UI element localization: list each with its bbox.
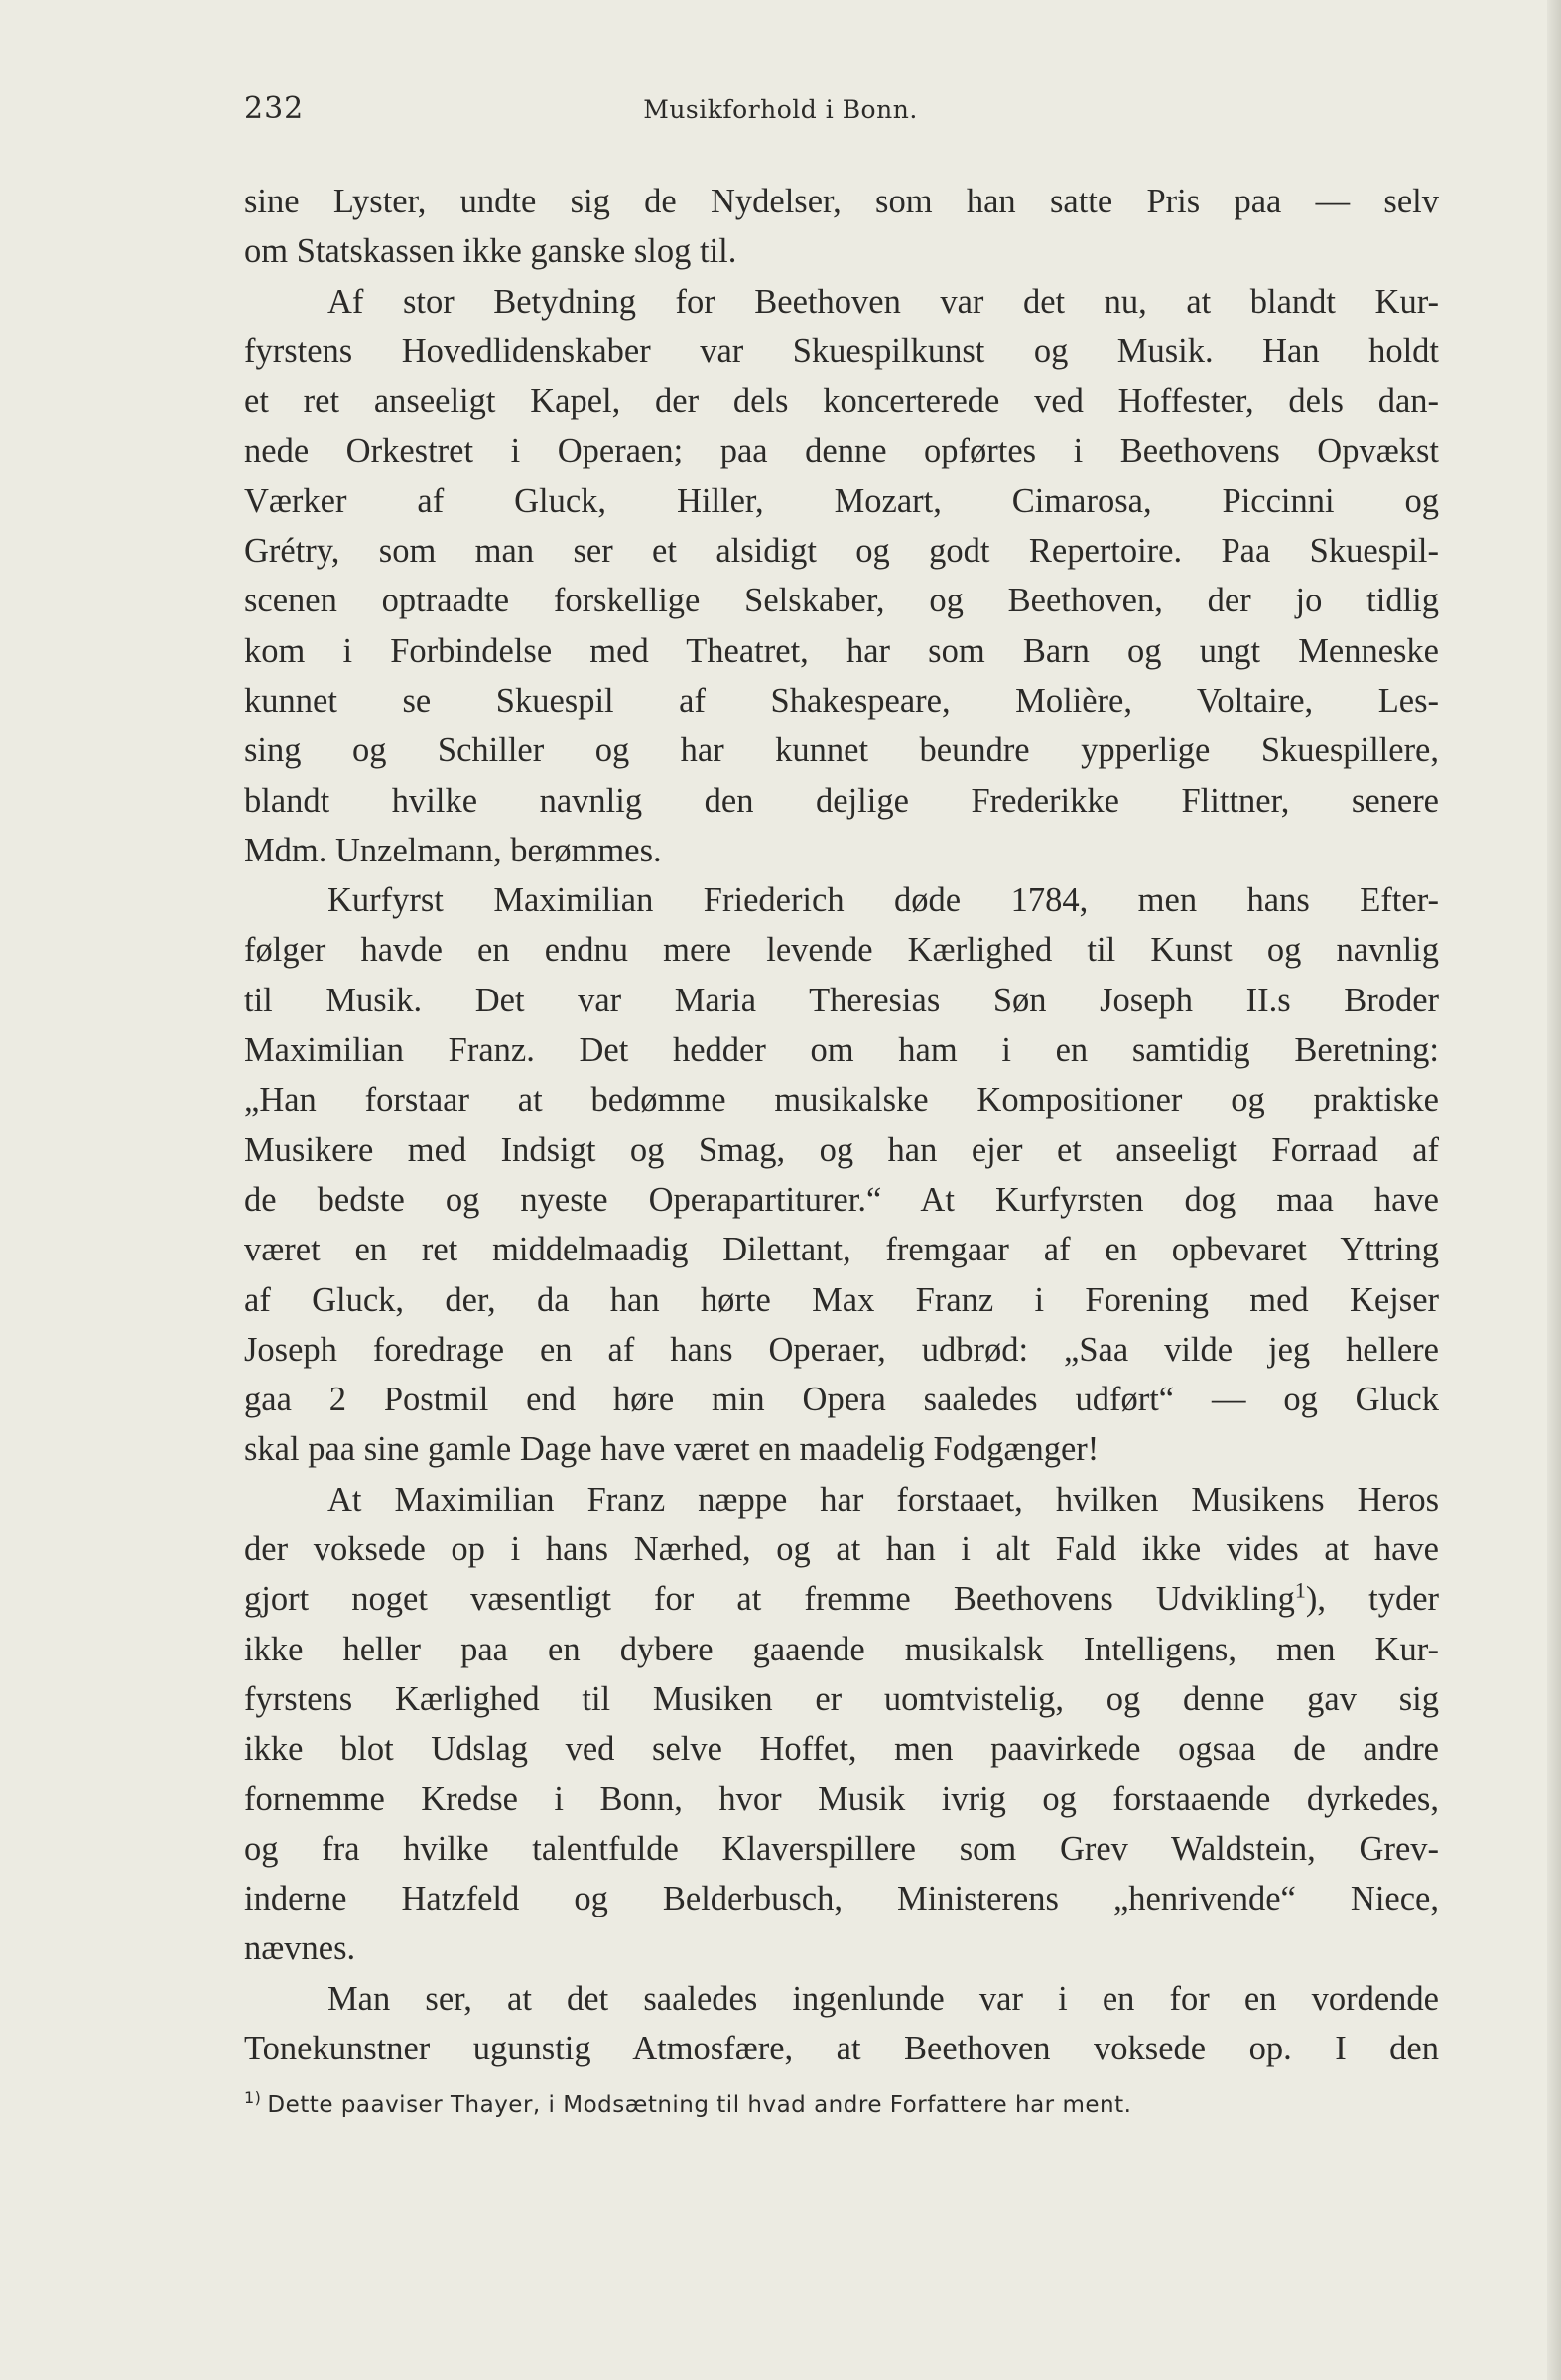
text-line: kom i Forbindelse med Theatret, har som Barn og ungt Menneske	[244, 631, 1439, 670]
text-line: blandt hvilke navnlig den dejlige Frederikke Flittner, senere	[244, 781, 1439, 820]
text-line: Joseph foredrage en af hans Operaer, udbrød: „Saa vilde jeg hellere	[244, 1330, 1439, 1369]
text-line: nede Orkestret i Operaen; paa denne opførtes i Beethovens Opvækst	[244, 432, 1439, 470]
text-segment: ), tyder	[1305, 1580, 1439, 1619]
text-line: nævnes.	[244, 1929, 356, 1968]
text-line: inderne Hatzfeld og Belderbusch, Ministerens „henrivende“ Niece,	[244, 1880, 1439, 1918]
text-line: „Han forstaar at bedømme musikalske Kompositioner og praktiske	[244, 1081, 1439, 1120]
text-line: Af stor Betydning for Beethoven var det nu, at blandt Kur-	[327, 282, 1439, 321]
text-line: ikke heller paa en dybere gaaende musikalsk Intelligens, men Kur-	[244, 1630, 1439, 1668]
text-line: Kurfyrst Maximilian Friederich døde 1784, men hans Efter-	[327, 881, 1439, 920]
text-line: skal paa sine gamle Dage have været en maadelig Fodgænger!	[244, 1430, 1100, 1469]
footnote	[244, 2090, 1439, 2120]
text-line: ikke blot Udslag ved selve Hoffet, men paavirkede ogsaa de andre	[244, 1730, 1439, 1769]
text-line: Tonekunstner ugunstig Atmosfære, at Beethoven voksede op. I den	[244, 2029, 1439, 2067]
text-line: Musikere med Indsigt og Smag, og han ejer et anseeligt Forraad af	[244, 1130, 1439, 1169]
text-line: scenen optraadte forskellige Selskaber, og Beethoven, der jo tidlig	[244, 582, 1439, 620]
text-line: At Maximilian Franz næppe har forstaaet, hvilken Musikens Heros	[327, 1480, 1439, 1519]
text-line: gaa 2 Postmil end høre min Opera saaledes udført“ — og Gluck	[244, 1381, 1439, 1419]
text-line: til Musik. Det var Maria Theresias Søn Joseph II.s Broder	[244, 981, 1439, 1019]
text-line: Værker af Gluck, Hiller, Mozart, Cimarosa, Piccinni og	[244, 481, 1439, 520]
text-line: Mdm. Unzelmann, berømmes.	[244, 831, 662, 869]
text-line: fyrstens Kærlighed til Musiken er uomtvistelig, og denne gav sig	[244, 1679, 1439, 1718]
footnote-text: Dette paaviser Thayer, i Modsætning til hvad andre Forfattere har ment.	[267, 2092, 1132, 2118]
text-line: Man ser, at det saaledes ingenlunde var i en for en vordende	[327, 1979, 1439, 2018]
text-line: og fra hvilke talentfulde Klaverspillere som Grev Waldstein, Grev-	[244, 1829, 1439, 1868]
text-line: fyrstens Hovedlidenskaber var Skuespilkunst og Musik. Han holdt	[244, 331, 1439, 370]
running-title: Musikforhold i Bonn.	[643, 95, 918, 124]
text-line: af Gluck, der, da han hørte Max Franz i Forening med Kejser	[244, 1280, 1439, 1319]
text-line-with-footnote-ref	[244, 1574, 1439, 1624]
text-line: kunnet se Skuespil af Shakespeare, Molière, Voltaire, Les-	[244, 681, 1439, 720]
text-line: fornemme Kredse i Bonn, hvor Musik ivrig og forstaaende dyrkedes,	[244, 1780, 1439, 1818]
text-line: et ret anseeligt Kapel, der dels koncerterede ved Hoffester, dels dan-	[244, 382, 1439, 421]
text-line: om Statskassen ikke ganske slog til.	[244, 232, 737, 271]
text-line: sing og Schiller og har kunnet beundre ypperlige Skuespillere,	[244, 731, 1439, 770]
page-edge-shadow	[1547, 0, 1561, 2380]
text-line: de bedste og nyeste Operapartiturer.“ At Kurfyrsten dog maa have	[244, 1180, 1439, 1219]
text-line: der voksede op i hans Nærhed, og at han i alt Fald ikke vides at have	[244, 1530, 1439, 1569]
text-line: været en ret middelmaadig Dilettant, fremgaar af en opbevaret Yttring	[244, 1231, 1439, 1269]
body-text	[244, 177, 1439, 2073]
page-header	[0, 91, 1561, 131]
text-line: Grétry, som man ser et alsidigt og godt Repertoire. Paa Skuespil-	[244, 532, 1439, 571]
footnote-marker: 1)	[244, 2088, 262, 2108]
text-line: følger havde en endnu mere levende Kærlighed til Kunst og navnlig	[244, 931, 1439, 970]
text-line: Maximilian Franz. Det hedder om ham i en samtidig Beretning:	[244, 1031, 1439, 1070]
footnote-reference: 1	[1294, 1577, 1306, 1603]
text-segment: gjort noget væsentligt for at fremme Beethovens Udvikling	[244, 1580, 1295, 1619]
text-line: sine Lyster, undte sig de Nydelser, som han satte Pris paa — selv	[244, 183, 1439, 220]
page-number: 232	[244, 91, 305, 126]
